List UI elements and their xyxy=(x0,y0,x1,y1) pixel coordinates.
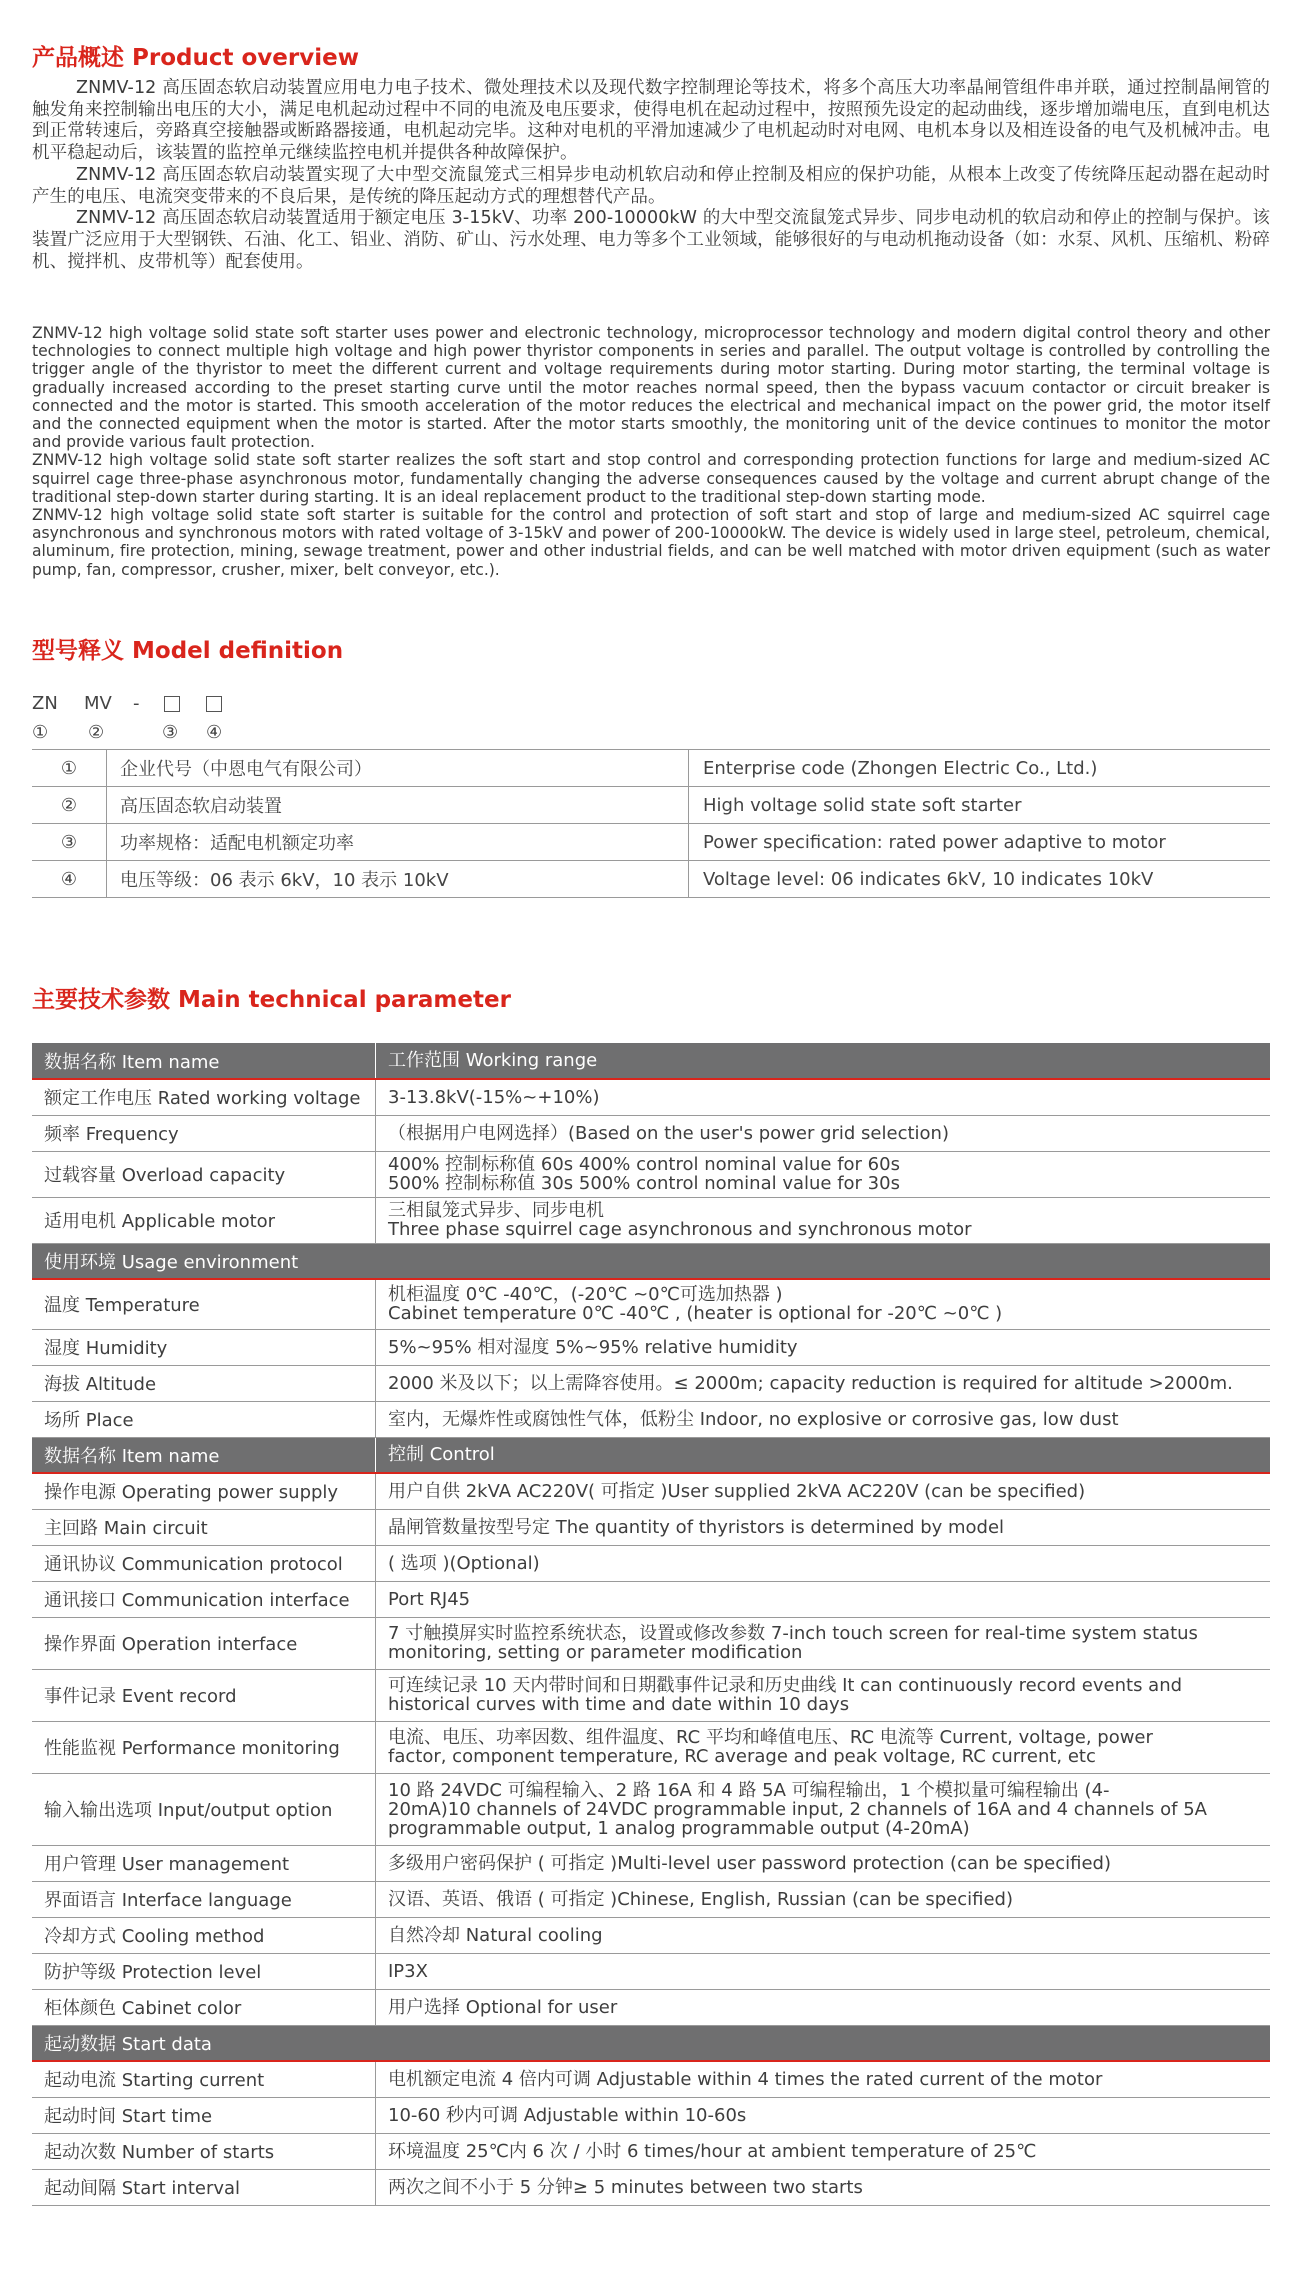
value-line: 7 寸触摸屏实时监控系统状态，设置或修改参数 7-inch touch screen for real-time system status xyxy=(388,1623,1198,1644)
value-line: 20mA)10 channels of 24VDC programmable input, 2 channels of 16A and 4 channels of 5A xyxy=(388,1798,1207,1820)
model-en: Power specification: rated power adaptive to motor xyxy=(689,824,1271,861)
value-line: 自然冷却 Natural cooling xyxy=(388,1924,603,1946)
item-value xyxy=(376,1917,1271,1953)
table-row xyxy=(32,1773,1270,1845)
table-row xyxy=(32,1079,1270,1115)
table-row xyxy=(32,824,1270,861)
item-value xyxy=(376,1473,1271,1509)
value-line: 机柜温度 0℃ -40℃，(-20℃ ~0℃可选加热器 ) xyxy=(388,1284,783,1306)
item-name: 界面语言 Interface language xyxy=(32,1881,376,1917)
value-line: 用户自供 2kVA AC220V( 可指定 )User supplied 2kVA AC220V (can be specified) xyxy=(388,1480,1086,1502)
params-table xyxy=(32,1043,1270,2206)
item-name: 起动时间 Start time xyxy=(32,2097,376,2133)
item-value xyxy=(376,1581,1271,1617)
table-row xyxy=(32,1329,1270,1365)
item-name: 性能监视 Performance monitoring xyxy=(32,1721,376,1773)
overview-title: 产品概述 Product overview xyxy=(32,45,359,71)
table-section-header xyxy=(32,1243,1270,1279)
item-name: 事件记录 Event record xyxy=(32,1669,376,1721)
table-row xyxy=(32,1881,1270,1917)
table-row xyxy=(32,1845,1270,1881)
item-name: 场所 Place xyxy=(32,1401,376,1437)
item-value xyxy=(376,1721,1271,1773)
code-segment: MV xyxy=(84,693,112,714)
item-name: 湿度 Humidity xyxy=(32,1329,376,1365)
model-zh: 功率规格：适配电机额定功率 xyxy=(107,824,689,861)
section-label: 起动数据 Start data xyxy=(32,2025,1270,2061)
table-row xyxy=(32,1279,1270,1329)
item-name: 用户管理 User management xyxy=(32,1845,376,1881)
overview-en-paragraph: ZNMV-12 high voltage solid state soft starter is suitable for the control and protection of soft start and stop of large and medium-sized AC squirrel cage asynchronous and synchronous motors with rated voltage of 3-15kV and power of 200-10000kW. The device is widely used in large steel, petroleum, chemical, aluminum, fire protection, mining, sewage treatment, power and other industrial fields, and can be well matched with motor driven equipment (such as water pump, fan, compressor, crusher, mixer, belt conveyor, etc.). xyxy=(32,506,1270,579)
value-line: 电流、电压、功率因数、组件温度、RC 平均和峰值电压、RC 电流等 Current, voltage, power xyxy=(388,1727,1153,1748)
item-name: 操作界面 Operation interface xyxy=(32,1617,376,1669)
item-value xyxy=(376,1509,1271,1545)
table-row xyxy=(32,750,1270,787)
section-label: 使用环境 Usage environment xyxy=(32,1243,1270,1279)
table-row xyxy=(32,1197,1270,1243)
value-line: 500% 控制标称值 30s 500% control nominal value for 30s xyxy=(388,1173,900,1194)
item-value xyxy=(376,1197,1271,1243)
item-name: 频率 Frequency xyxy=(32,1115,376,1151)
value-line: 两次之间不小于 5 分钟≥ 5 minutes between two starts xyxy=(388,2176,863,2198)
value-line: （根据用户电网选择）(Based on the user's power grid selection) xyxy=(388,1122,949,1144)
item-value xyxy=(376,1669,1271,1721)
header-cell: 数据名称 Item name xyxy=(32,1043,376,1079)
table-row xyxy=(32,1917,1270,1953)
table-row xyxy=(32,1617,1270,1669)
code-number: ③ xyxy=(162,722,179,743)
value-line: 10-60 秒内可调 Adjustable within 10-60s xyxy=(388,2104,747,2126)
table-row xyxy=(32,1401,1270,1437)
item-name: 额定工作电压 Rated working voltage xyxy=(32,1079,376,1115)
header-cell: 工作范围 Working range xyxy=(376,1043,1271,1079)
item-value xyxy=(376,1953,1271,1989)
value-line: 多级用户密码保护 ( 可指定 )Multi-level user password protection (can be specified) xyxy=(388,1852,1111,1874)
model-en: Enterprise code (Zhongen Electric Co., Ltd.) xyxy=(689,750,1271,787)
table-row xyxy=(32,1721,1270,1773)
header-cell: 数据名称 Item name xyxy=(32,1437,376,1473)
model-num: ④ xyxy=(32,861,107,898)
model-en: Voltage level: 06 indicates 6kV, 10 indicates 10kV xyxy=(689,861,1271,898)
table-section-header xyxy=(32,1043,1270,1079)
model-num: ① xyxy=(32,750,107,787)
value-line: historical curves with time and date within 10 days xyxy=(388,1694,850,1715)
item-name: 主回路 Main circuit xyxy=(32,1509,376,1545)
value-line: 电机额定电流 4 倍内可调 Adjustable within 4 times the rated current of the motor xyxy=(388,2068,1103,2090)
table-row xyxy=(32,1509,1270,1545)
value-line: IP3X xyxy=(388,1960,428,1982)
table-row xyxy=(32,2133,1270,2169)
item-name: 输入输出选项 Input/output option xyxy=(32,1773,376,1845)
item-value xyxy=(376,2133,1271,2169)
value-line: 2000 米及以下；以上需降容使用。≤ 2000m; capacity reduction is required for altitude >2000m. xyxy=(388,1372,1233,1394)
overview-en-paragraph: ZNMV-12 high voltage solid state soft starter uses power and electronic technology, microprocessor technology and modern digital control theory and other technologies to connect multiple high voltage and high power thyristor components in series and parallel. The output voltage is controlled by controlling the trigger angle of the thyristor to meet the different current and voltage requirements during motor starting. During motor starting, the terminal voltage is gradually increased according to the preset starting curve until the motor reaches normal speed, then the bypass vacuum contactor or circuit breaker is connected and the motor is started. This smooth acceleration of the motor reduces the electrical and mechanical impact on the power grid, the motor itself and the connected equipment when the motor is started. After the motor starts smoothly, the monitoring unit of the device continues to monitor the motor and provide various fault protection. xyxy=(32,324,1270,452)
value-line: ( 选项 )(Optional) xyxy=(388,1552,540,1574)
code-number: ② xyxy=(88,722,105,743)
item-name: 过载容量 Overload capacity xyxy=(32,1151,376,1197)
model-zh: 企业代号（中恩电气有限公司） xyxy=(107,750,689,787)
table-row xyxy=(32,2061,1270,2097)
params-title: 主要技术参数 Main technical parameter xyxy=(32,987,511,1013)
code-number: ① xyxy=(32,722,49,743)
item-name: 防护等级 Protection level xyxy=(32,1953,376,1989)
value-line: Cabinet temperature 0℃ -40℃ , (heater is optional for -20℃ ~0℃ ) xyxy=(388,1303,1003,1325)
item-name: 温度 Temperature xyxy=(32,1279,376,1329)
table-row xyxy=(32,1953,1270,1989)
item-value xyxy=(376,1151,1271,1197)
item-value xyxy=(376,1989,1271,2025)
item-value xyxy=(376,1545,1271,1581)
item-name: 适用电机 Applicable motor xyxy=(32,1197,376,1243)
table-section-header xyxy=(32,2025,1270,2061)
table-row xyxy=(32,2169,1270,2205)
value-line: 室内，无爆炸性或腐蚀性气体，低粉尘 Indoor, no explosive or corrosive gas, low dust xyxy=(388,1408,1119,1430)
item-value xyxy=(376,1079,1271,1115)
item-name: 通讯协议 Communication protocol xyxy=(32,1545,376,1581)
table-row xyxy=(32,1115,1270,1151)
item-value xyxy=(376,2169,1271,2205)
item-value xyxy=(376,1881,1271,1917)
table-row xyxy=(32,1545,1270,1581)
value-line: 汉语、英语、俄语 ( 可指定 )Chinese, English, Russian (can be specified) xyxy=(388,1888,1013,1910)
value-line: monitoring, setting or parameter modification xyxy=(388,1642,803,1663)
model-title: 型号释义 Model definition xyxy=(32,638,344,664)
header-cell: 控制 Control xyxy=(376,1437,1271,1473)
table-row xyxy=(32,861,1270,898)
value-line: 用户选择 Optional for user xyxy=(388,1996,618,2018)
item-value xyxy=(376,1845,1271,1881)
table-row xyxy=(32,787,1270,824)
overview-zh-paragraph: ZNMV-12 高压固态软启动装置应用电力电子技术、微处理技术以及现代数字控制理论等技术，将多个高压大功率晶闸管组件串并联，通过控制晶闸管的触发角来控制输出电压的大小，满足电机起动过程中不同的电流及电压要求，使得电机在起动过程中，按照预先设定的起动曲线，逐步增加端电压，直到电机达到正常转速后，旁路真空接触器或断路器接通，电机起动完毕。这种对电机的平滑加速减少了电机起动时对电网、电机本身以及相连设备的电气及机械冲击。电机平稳起动后，该装置的监控单元继续监控电机并提供各种故障保护。 xyxy=(32,78,1270,164)
item-name: 通讯接口 Communication interface xyxy=(32,1581,376,1617)
overview-en-text xyxy=(32,324,1270,579)
value-line: 400% 控制标称值 60s 400% control nominal value for 60s xyxy=(388,1154,900,1175)
item-value xyxy=(376,1279,1271,1329)
item-name: 起动次数 Number of starts xyxy=(32,2133,376,2169)
value-line: programmable output, 1 analog programmable output (4-20mA) xyxy=(388,1817,970,1839)
code-segment: ZN xyxy=(32,693,58,714)
item-value xyxy=(376,1617,1271,1669)
item-value xyxy=(376,1365,1271,1401)
code-number: ④ xyxy=(206,722,223,743)
item-name: 起动电流 Starting current xyxy=(32,2061,376,2097)
model-num: ③ xyxy=(32,824,107,861)
value-line: 环境温度 25℃内 6 次 / 小时 6 times/hour at ambient temperature of 25℃ xyxy=(388,2140,1037,2162)
item-value xyxy=(376,1115,1271,1151)
model-num: ② xyxy=(32,787,107,824)
model-en: High voltage solid state soft starter xyxy=(689,787,1271,824)
item-value xyxy=(376,2061,1271,2097)
model-table xyxy=(32,749,1270,898)
table-section-header xyxy=(32,1437,1270,1473)
table-row xyxy=(32,1473,1270,1509)
item-name: 海拔 Altitude xyxy=(32,1365,376,1401)
table-row xyxy=(32,1989,1270,2025)
item-value xyxy=(376,2097,1271,2133)
table-row xyxy=(32,2097,1270,2133)
item-value xyxy=(376,1401,1271,1437)
table-row xyxy=(32,1365,1270,1401)
table-row xyxy=(32,1669,1270,1721)
value-line: 10 路 24VDC 可编程输入、2 路 16A 和 4 路 5A 可编程输出，1 个模拟量可编程输出 (4- xyxy=(388,1779,1110,1801)
value-line: 5%~95% 相对湿度 5%~95% relative humidity xyxy=(388,1336,798,1358)
value-line: factor, component temperature, RC average and peak voltage, RC current, etc xyxy=(388,1746,1096,1767)
model-zh: 高压固态软启动装置 xyxy=(107,787,689,824)
overview-zh-paragraph: ZNMV-12 高压固态软启动装置适用于额定电压 3-15kV、功率 200-10000kW 的大中型交流鼠笼式异步、同步电动机的软启动和停止的控制与保护。该装置广泛应用于大型钢铁、石油、化工、铝业、消防、矿山、污水处理、电力等多个工业领域，能够很好的与电动机拖动设备（如：水泵、风机、压缩机、粉碎机、搅拌机、皮带机等）配套使用。 xyxy=(32,208,1270,272)
code-box xyxy=(164,696,180,717)
item-name: 柜体颜色 Cabinet color xyxy=(32,1989,376,2025)
item-name: 冷却方式 Cooling method xyxy=(32,1917,376,1953)
item-value xyxy=(376,1773,1271,1845)
table-row xyxy=(32,1151,1270,1197)
value-line: 3-13.8kV(-15%~+10%) xyxy=(388,1086,600,1108)
item-value xyxy=(376,1329,1271,1365)
overview-en-paragraph: ZNMV-12 high voltage solid state soft starter realizes the soft start and stop control and corresponding protection functions for large and medium-sized AC squirrel cage three-phase asynchronous motor, fundamentally changing the adverse consequences caused by the voltage and current abrupt change of the traditional step-down starter during starting. It is an ideal replacement product to the traditional step-down starting mode. xyxy=(32,451,1270,506)
item-name: 操作电源 Operating power supply xyxy=(32,1473,376,1509)
value-line: Three phase squirrel cage asynchronous and synchronous motor xyxy=(388,1219,972,1240)
value-line: 可连续记录 10 天内带时间和日期戳事件记录和历史曲线 It can continuously record events and xyxy=(388,1675,1183,1696)
model-zh: 电压等级：06 表示 6kV，10 表示 10kV xyxy=(107,861,689,898)
table-row xyxy=(32,1581,1270,1617)
value-line: 三相鼠笼式异步、同步电机 xyxy=(388,1200,604,1221)
code-segment: - xyxy=(133,693,140,714)
value-line: Port RJ45 xyxy=(388,1588,471,1610)
value-line: 晶闸管数量按型号定 The quantity of thyristors is determined by model xyxy=(388,1516,1005,1538)
item-name: 起动间隔 Start interval xyxy=(32,2169,376,2205)
overview-zh-text xyxy=(32,78,1270,273)
code-box xyxy=(206,696,222,717)
overview-zh-paragraph: ZNMV-12 高压固态软启动装置实现了大中型交流鼠笼式三相异步电动机软启动和停止控制及相应的保护功能，从根本上改变了传统降压起动器在起动时产生的电压、电流突变带来的不良后果，是传统的降压起动方式的理想替代产品。 xyxy=(32,164,1270,207)
